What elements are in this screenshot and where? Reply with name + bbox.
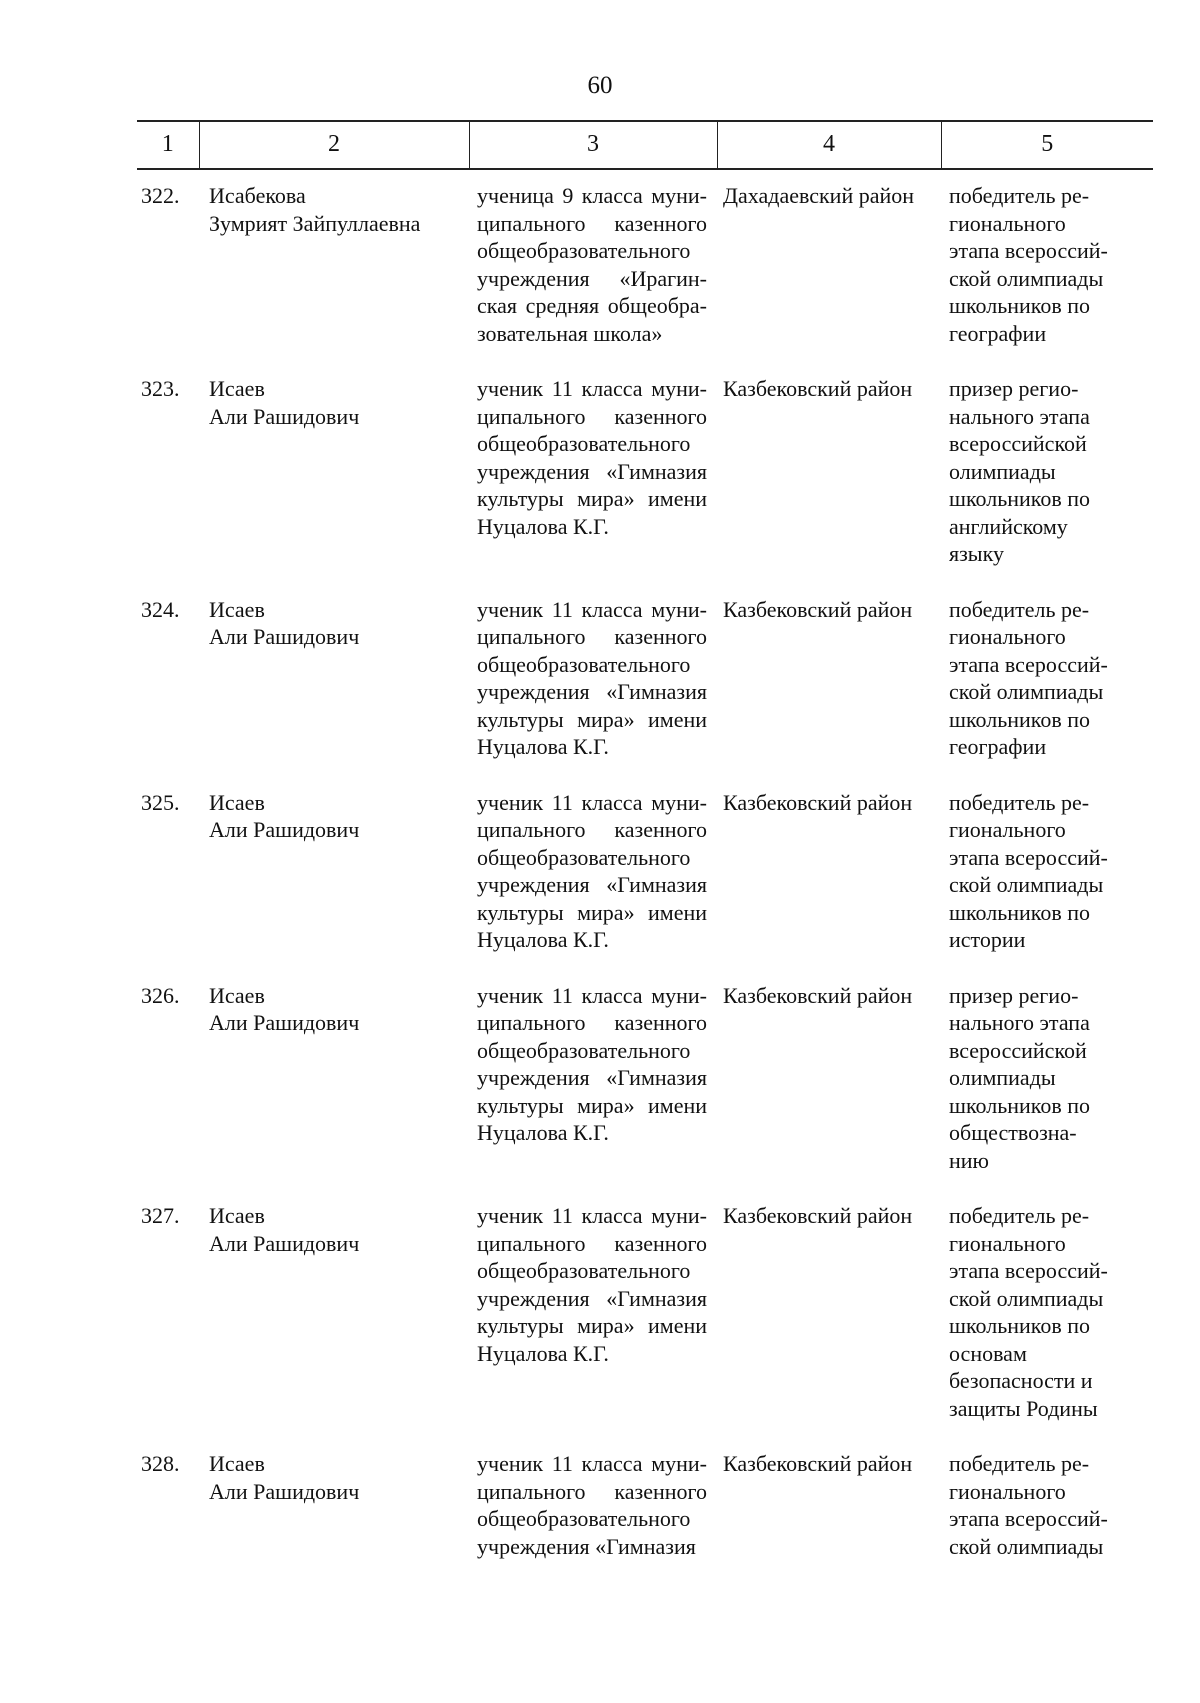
institution [469, 777, 717, 970]
name-line: Али Рашидович [209, 1010, 360, 1035]
institution-line: общеобразовательного [477, 1506, 691, 1531]
status-line: обществозна- [949, 1120, 1077, 1145]
name-line: Али Рашидович [209, 1478, 360, 1504]
row-number: 322. [141, 183, 180, 208]
table-row [137, 1190, 1153, 1438]
table-row [137, 777, 1153, 970]
status-line: школьников по [949, 486, 1091, 511]
status-line: победитель ре- [949, 183, 1090, 208]
institution-line: ученик 11 класса муни- [477, 1203, 707, 1228]
region: Казбековский район [723, 376, 913, 401]
institution-line: общеобразовательного [477, 431, 691, 456]
name-line: Исаев [209, 596, 265, 622]
status-line: географии [949, 734, 1047, 759]
institution-line: ципального казенного [477, 1230, 707, 1256]
institution-line: учреждения «Гимназия [477, 872, 707, 897]
status-line: ской олимпиады [949, 1285, 1104, 1311]
status-line: олимпиады [949, 1065, 1056, 1090]
award-status [941, 169, 1153, 363]
institution-line: общеобразовательного [477, 238, 691, 263]
name-line: Али Рашидович [209, 817, 360, 842]
institution [469, 584, 717, 777]
status-line: всероссийской [949, 1037, 1087, 1063]
table-row [137, 1438, 1153, 1576]
page-number: 60 [587, 72, 613, 99]
institution-line: культуры мира» имени [477, 1092, 707, 1118]
status-line: всероссийской [949, 431, 1087, 456]
status-line: нального этапа [949, 1010, 1090, 1035]
header-col-5: 5 [941, 121, 1153, 169]
student-name [199, 777, 469, 970]
institution-line: учреждения «Ирагин- [477, 265, 707, 291]
awards-table [137, 120, 1153, 1576]
institution-line: Нуцалова К.Г. [477, 1340, 609, 1366]
row-number: 323. [141, 376, 180, 401]
status-line: призер регио- [949, 376, 1079, 401]
institution [469, 1190, 717, 1438]
table-row [137, 584, 1153, 777]
institution-line: учреждения «Гимназия [477, 458, 707, 484]
institution-line: учреждения «Гимназия [477, 1285, 707, 1311]
status-line: победитель ре- [949, 789, 1090, 815]
name-line: Али Рашидович [209, 1230, 360, 1256]
header-col-3: 3 [469, 121, 717, 169]
name-line: Исаев [209, 1451, 265, 1476]
status-line: победитель ре- [949, 1451, 1090, 1476]
status-line: этапа всероссий- [949, 651, 1108, 677]
table-body [137, 169, 1153, 1576]
institution-line: Нуцалова К.Г. [477, 1120, 609, 1145]
status-line: этапа всероссий- [949, 238, 1108, 263]
status-line: гионального [949, 624, 1066, 649]
status-line: этапа всероссий- [949, 1258, 1108, 1283]
award-status [941, 777, 1153, 970]
institution-line: общеобразовательного [477, 844, 691, 870]
institution-line: ципального казенного [477, 1478, 707, 1504]
student-name [199, 363, 469, 584]
status-line: олимпиады [949, 458, 1056, 484]
institution-line: учреждения «Гимназия [477, 1065, 707, 1090]
institution-line: культуры мира» имени [477, 486, 707, 511]
status-line: школьников по [949, 293, 1091, 318]
award-status [941, 584, 1153, 777]
header-col-4: 4 [717, 121, 941, 169]
status-line: призер регио- [949, 982, 1079, 1008]
header-col-1: 1 [137, 121, 199, 169]
header-col-2: 2 [199, 121, 469, 169]
institution-line: ученик 11 класса муни- [477, 789, 707, 815]
status-line: школьников по [949, 899, 1091, 925]
institution [469, 363, 717, 584]
institution [469, 169, 717, 363]
row-number: 325. [141, 789, 180, 815]
status-line: гионального [949, 210, 1066, 236]
status-line: школьников по [949, 1313, 1091, 1338]
status-line: школьников по [949, 1092, 1091, 1118]
status-line: основам [949, 1340, 1027, 1366]
student-name [199, 1438, 469, 1576]
institution-line: ципального казенного [477, 1010, 707, 1035]
institution-line: ская средняя общеобра- [477, 293, 707, 318]
row-number: 326. [141, 982, 180, 1008]
row-number: 324. [141, 596, 180, 622]
award-status [941, 970, 1153, 1191]
institution-line: учреждения «Гимназия [477, 1533, 696, 1559]
status-line: безопасности и [949, 1368, 1093, 1393]
institution-line: ципального казенного [477, 210, 707, 236]
student-name [199, 584, 469, 777]
status-line: этапа всероссий- [949, 844, 1108, 870]
award-status [941, 1438, 1153, 1576]
institution-line: Нуцалова К.Г. [477, 927, 609, 952]
status-line: гионального [949, 1478, 1066, 1504]
institution-line: общеобразовательного [477, 651, 691, 677]
status-line: языку [949, 541, 1004, 566]
status-line: нию [949, 1147, 989, 1173]
institution [469, 1438, 717, 1576]
status-line: гионального [949, 1230, 1066, 1256]
institution-line: Нуцалова К.Г. [477, 513, 609, 539]
institution-line: ципального казенного [477, 624, 707, 649]
institution-line: зовательная школа» [477, 320, 663, 346]
institution-line: Нуцалова К.Г. [477, 734, 609, 759]
status-line: победитель ре- [949, 1203, 1090, 1228]
institution [469, 970, 717, 1191]
status-line: ской олимпиады [949, 679, 1104, 704]
student-name [199, 1190, 469, 1438]
status-line: ской олимпиады [949, 265, 1104, 291]
student-name [199, 970, 469, 1191]
institution-line: общеобразовательного [477, 1037, 691, 1063]
region: Дахадаевский район [723, 183, 915, 208]
name-line: Али Рашидович [209, 403, 360, 429]
status-line: школьников по [949, 706, 1091, 732]
name-line: Исаев [209, 982, 265, 1008]
institution-line: общеобразовательного [477, 1258, 691, 1283]
student-name [199, 169, 469, 363]
status-line: победитель ре- [949, 596, 1090, 622]
region: Казбековский район [723, 789, 913, 815]
status-line: географии [949, 320, 1047, 346]
name-line: Исаев [209, 789, 265, 815]
region: Казбековский район [723, 1451, 913, 1476]
status-line: истории [949, 927, 1026, 952]
name-line: Исаев [209, 1203, 265, 1228]
name-line: Исабекова [209, 183, 306, 208]
name-line: Исаев [209, 376, 265, 401]
institution-line: культуры мира» имени [477, 1313, 707, 1338]
status-line: нального этапа [949, 403, 1090, 429]
status-line: гионального [949, 817, 1066, 842]
award-status [941, 363, 1153, 584]
institution-line: ученик 11 класса муни- [477, 596, 707, 622]
award-status [941, 1190, 1153, 1438]
table-header-row [137, 121, 1153, 169]
status-line: английскому [949, 513, 1068, 539]
name-line: Али Рашидович [209, 624, 360, 649]
institution-line: ученик 11 класса муни- [477, 982, 707, 1008]
table-row [137, 363, 1153, 584]
institution-line: ученик 11 класса муни- [477, 376, 707, 401]
status-line: этапа всероссий- [949, 1506, 1108, 1531]
institution-line: ципального казенного [477, 403, 707, 429]
institution-line: культуры мира» имени [477, 899, 707, 925]
institution-line: ученик 11 класса муни- [477, 1451, 707, 1476]
table-row [137, 169, 1153, 363]
status-line: ской олимпиады [949, 1533, 1104, 1559]
institution-line: учреждения «Гимназия [477, 679, 707, 704]
table-row [137, 970, 1153, 1191]
row-number: 327. [141, 1203, 180, 1228]
row-number: 328. [141, 1451, 180, 1476]
region: Казбековский район [723, 982, 913, 1008]
region: Казбековский район [723, 596, 913, 622]
region: Казбековский район [723, 1203, 913, 1228]
name-line: Зумрият Зайпуллаевна [209, 210, 421, 236]
institution-line: ципального казенного [477, 817, 707, 842]
institution-line: ученица 9 класса муни- [477, 183, 707, 208]
status-line: ской олимпиады [949, 872, 1104, 897]
institution-line: культуры мира» имени [477, 706, 707, 732]
status-line: защиты Родины [949, 1395, 1098, 1421]
